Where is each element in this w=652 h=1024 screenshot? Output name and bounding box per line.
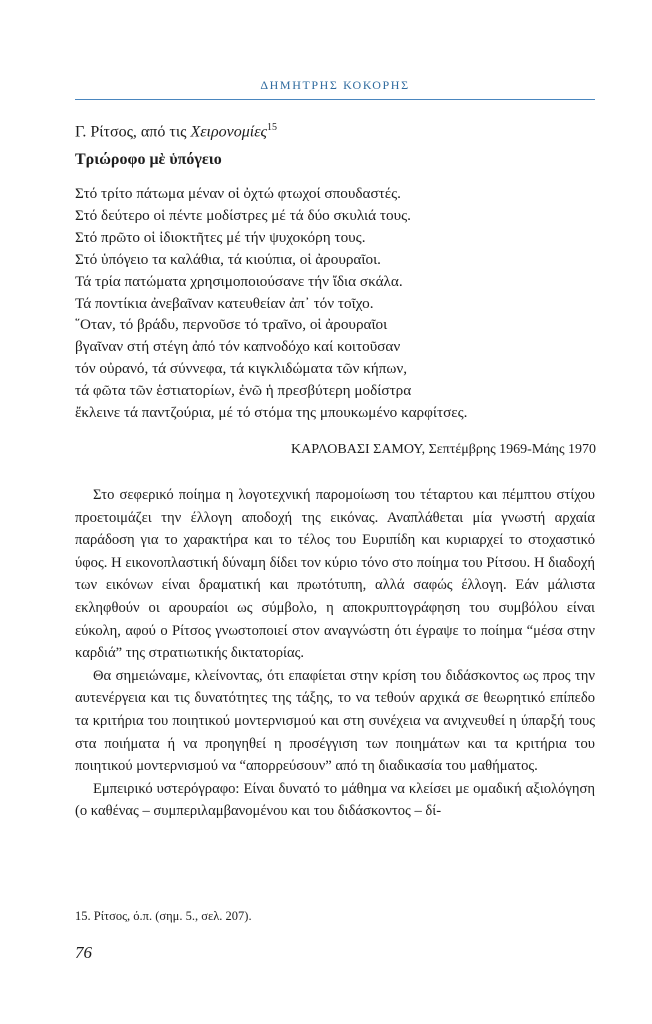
poem-line: Στό δεύτερο οἱ πέντε μοδίστρες μέ τά δύο σκυλιά τους. xyxy=(75,206,411,224)
poem-line: Στό πρῶτο οἱ ἰδιοκτῆτες μέ τήν ψυχοκόρη τους. xyxy=(75,228,366,246)
body-paragraph: Στο σεφερικό ποίημα η λογοτεχνική παρομοίωση του τέταρτου και πέμπτου στίχου προετοιμάζει την έλλογη αποδοχή της εικόνας. Αναπλάθεται μία γνωστή αρχαία παράδοση για το χαρακτήρα και το τέλος του Ευριπίδη και κυριαρχεί το στοχαστικό ύφος. Η εικονοπλαστική δύναμη δίδει τον κύριο τόνο στο ποίημα του Ρίτσου. Η διαδοχή των εικόνων είναι δραματική και πρωτότυπη, αλλά σαφώς έλλογη. Εάν μάλιστα εκληφθούν οι αρουραίοι ως σύμβολο, η αποκρυπτογράφηση του συμβόλου είναι εύκολη, αφού ο Ρίτσος γνωστοποιεί στον αναγνώστη ότι έγραψε το ποίημα “μέσα στην καρδιά” της στρατιωτικής δικτατορίας. xyxy=(75,487,595,662)
footnote: 15. Ρίτσος, ό.π. (σημ. 5., σελ. 207). xyxy=(75,909,252,923)
poem-title: Τριώροφο μὲ ὑπόγειο xyxy=(75,151,222,168)
body-paragraph: Θα σημειώναμε, κλείνοντας, ότι επαφίεται στην κρίση του διδάσκοντος ως προς την αυτενέργεια και τις δυνατότητες της τάξης, το να τεθούν αρχικά σε θεωρητικό επίπεδο τα κριτήρια του ποιητικού μοντερνισμού και στη συνέχεια να ανιχνευθεί η ύπαρξή τους στα ποιήματα ή να προηγηθεί η προσέγγιση των ποιημάτων και τα κριτήρια του ποιητικού μοντερνισμού να “απορρεύσουν” από τη διαδικασία του μαθήματος. xyxy=(75,667,595,775)
poem-line: βγαῖναν στή στέγη ἀπό τόν καπνοδόχο καί κοιτοῦσαν xyxy=(75,338,401,356)
poem-line: Στό τρίτο πάτωμα μέναν οἱ ὀχτώ φτωχοί σπουδαστές. xyxy=(75,185,401,202)
poem-line: Τά τρία πατώματα χρησιμοποιούσανε τήν ἴδια σκάλα. xyxy=(75,272,403,290)
poem-body xyxy=(75,183,600,424)
body-paragraph: Εμπειρικό υστερόγραφο: Είναι δυνατό το μάθημα να κλείσει με ομαδική αξιολόγηση (ο καθένας – συμπεριλαμβανομένου και του διδάσκοντος – δί- xyxy=(75,780,595,820)
poem-line: Στό ὑπόγειο τα καλάθια, τά κιούπια, οἱ ἀρουραῖοι. xyxy=(75,250,381,268)
poem-line: Τά ποντίκια ἀνεβαῖναν κατευθείαν ἀπ᾽ τόν τοῖχο. xyxy=(75,294,374,312)
body-text xyxy=(75,484,595,823)
page-number: 76 xyxy=(75,943,92,962)
poem-line: τά φῶτα τῶν ἑστιατορίων, ἐνῶ ἡ πρεσβύτερη μοδίστρα xyxy=(75,382,412,400)
poem-source xyxy=(75,122,277,141)
poem-line: ἔκλεινε τά παντζούρια, μέ τό στόμα της μπουκωμένο καρφίτσες. xyxy=(75,404,468,422)
header-rule xyxy=(75,99,595,100)
poem-source-prefix: Γ. Ρίτσος, από τις xyxy=(75,123,191,141)
poem-line: τόν οὐρανό, τά σύννεφα, τά κιγκλιδώματα τῶν κήπων, xyxy=(75,360,408,378)
running-head: ΔΗΜΗΤΡΗΣ ΚΟΚΟΡΗΣ xyxy=(260,78,410,92)
footnote-reference: 15 xyxy=(267,122,278,133)
poem-place-date: ΚΑΡΛΟΒΑΣΙ ΣΑΜΟΥ, Σεπτέμβρης 1969-Μάης 1970 xyxy=(290,442,596,457)
poem-line: ῞Οταν, τό βράδυ, περνοῦσε τό τραῖνο, οἱ ἀρουραῖοι xyxy=(75,316,388,334)
poem-source-collection: Χειρονομίες xyxy=(190,123,268,141)
